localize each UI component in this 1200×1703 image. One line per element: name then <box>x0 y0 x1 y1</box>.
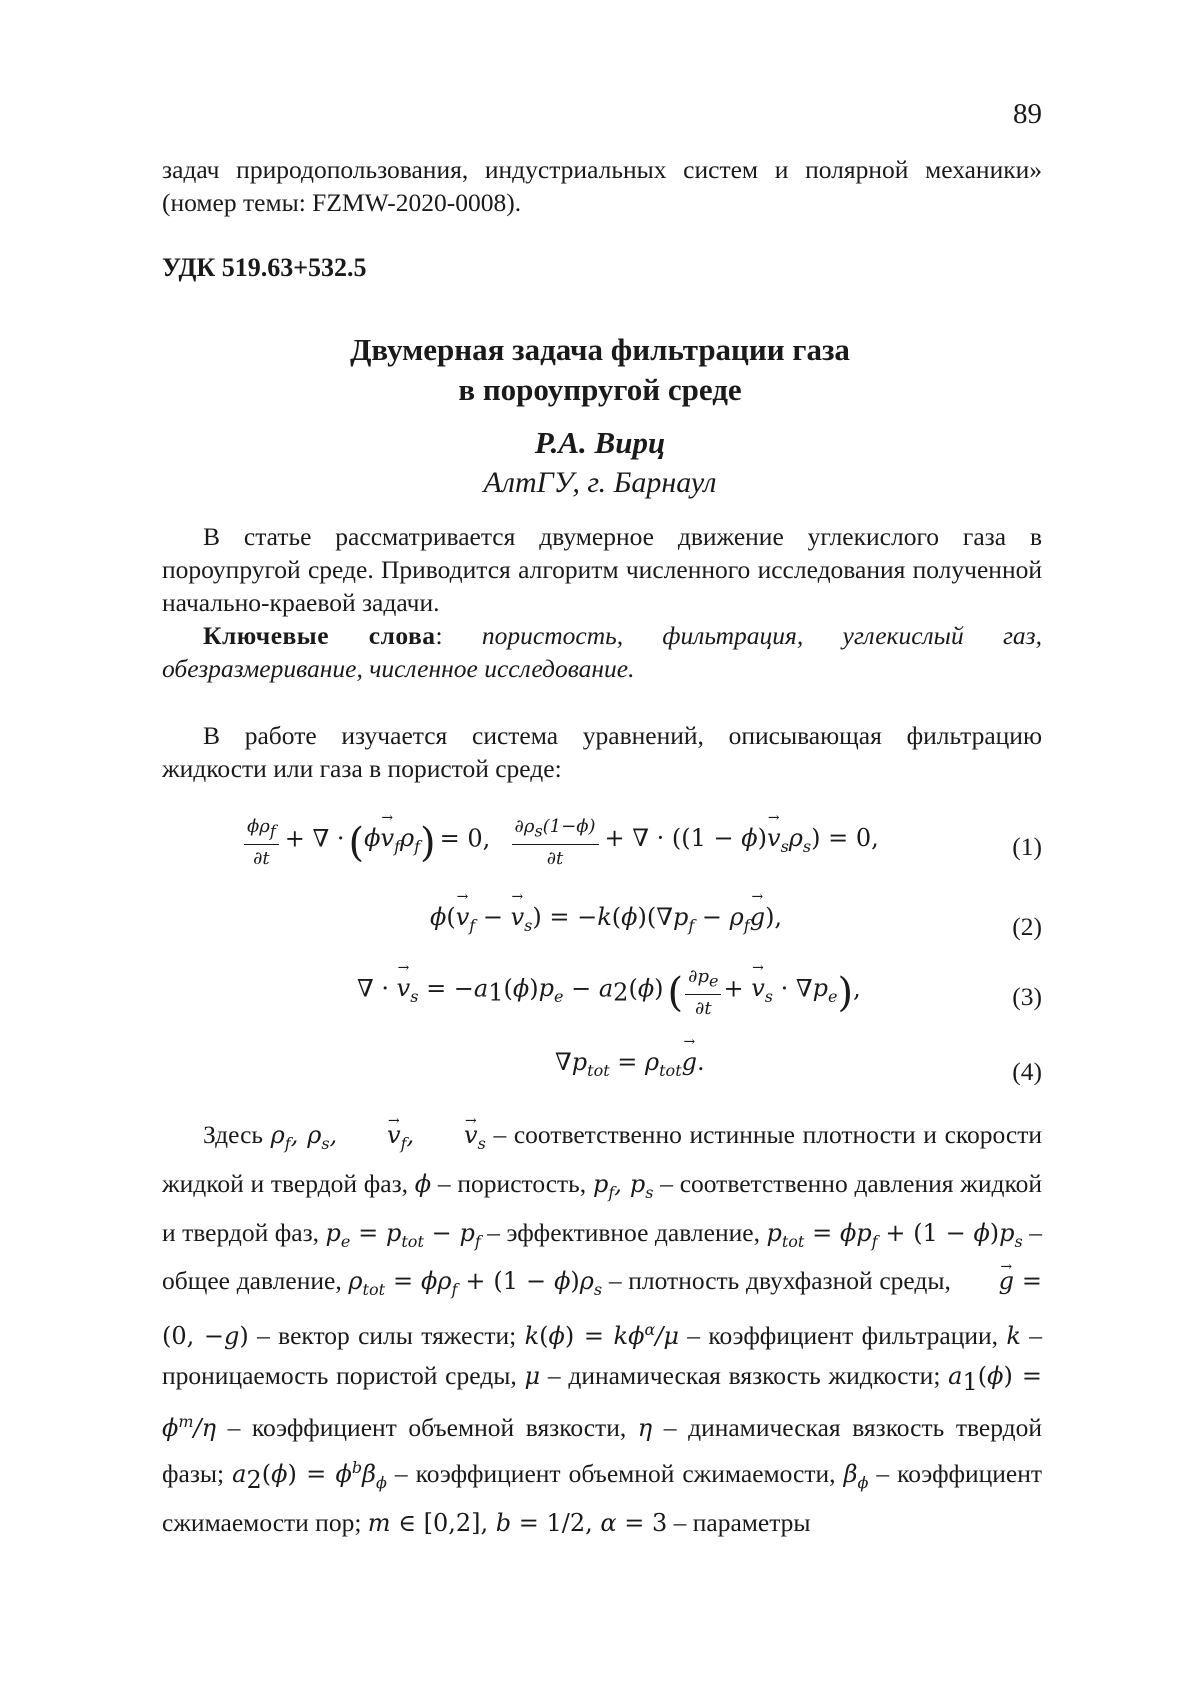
title-line-2: в пороупругой среде <box>458 372 742 407</box>
equation-1 <box>162 815 1042 875</box>
article-title <box>0 330 1200 410</box>
equation-1-number: (1) <box>1012 832 1042 861</box>
equation-4 <box>162 1040 1042 1100</box>
page-number: 89 <box>1013 98 1042 130</box>
keywords-label: Ключевые слова <box>203 621 436 650</box>
equation-4-body: $\nabla p_{tot} = \rho_{tot}\to g$. <box>555 1048 705 1080</box>
author-name: Р.А. Вирц <box>534 425 666 460</box>
equation-3-body: ∇ · → $v_s = -a_1(\phi)p_e - a_2(\phi)$ ( $\frac{\partial p_e}{\partial t}$ + → $v_s \cdot \nabla p_e$), <box>357 965 861 1021</box>
equation-4-number: (4) <box>1012 1057 1042 1086</box>
keywords-separator: : <box>435 621 482 650</box>
equation-3-number: (3) <box>1012 982 1042 1011</box>
abstract: В статье рассматривается двумерное движение углекислого газа в пороупругой среде. Приводится алгоритм численного исследования полученной начально-краевой задачи. <box>162 522 1042 617</box>
title-line-1: Двумерная задача фильтрации газа <box>350 332 850 367</box>
equation-1-body: $\frac{\phi\rho_f}{\partial t}$ + ∇ · $(\phi\to v_f\rho_f) = 0$, $\frac{\partial\rho_s(1-\phi)}{\partial t}$ + ∇ · $((1 - \phi)\to v_s\rho_s) = 0$, <box>242 815 879 871</box>
equation-3 <box>162 965 1042 1025</box>
equation-2-number: (2) <box>1012 912 1042 941</box>
equation-2 <box>162 895 1042 955</box>
author-affiliation: АлтГУ, г. Барнаул <box>483 466 717 499</box>
keywords-list: пористость, фильтрация, углекислый газ, обезразмеривание, численное исследование. <box>162 621 1042 683</box>
udc-code: УДК 519.63+532.5 <box>162 253 367 282</box>
keywords <box>162 619 1042 685</box>
explanation-paragraph: Здесь $\rho_f$, $\rho_s$, → $v_f$, → $v_s$ – соответственно истинные плотности и скорости жидкой и твердой фаз, ϕ – пористость, $p_f$, $p_s$ – соответственно давления жидкой и твердой фаз, $p_e = p_{tot} - p_f$ – эффективное давление, $p_{tot} = \phi p_f + (1 - \phi)p_s$ – общее давление, $\rho_{tot} = \phi\rho_f + (1 - \phi)\rho_s$ – плотность двухфазной среды, → g = (0, −g) – вектор силы тяжести; $k(\phi) = k\phi^\alpha/\mu$ – коэффициент фильтрации, k – проницаемость пористой среды, μ – динамическая вязкость жидкости; $a_1(\phi) = \phi^m/\eta$ – коэффициент объемной вязкости, η – динамическая вязкость твердой фазы; $a_2(\phi) = \phi^b\beta_\phi$ – коэффициент объемной сжимаемости, $\beta_\phi$ – коэффициент сжимаемости пор; m ∈ [0,2], b = 1/2, α = 3 – параметры <box>162 1115 1042 1543</box>
intro-continuation: задач природопользования, индустриальных систем и полярной механики» (номер темы: FZMW-2020-0008). <box>162 155 1042 217</box>
body-intro: В работе изучается система уравнений, описывающая фильтрацию жидкости или газа в пористой среде: <box>162 721 1042 783</box>
equation-2-body: $\phi(\to v_f$ − → $v_s) = -k(\phi)(\nabla p_f - \rho_f\to g)$, <box>430 903 782 935</box>
